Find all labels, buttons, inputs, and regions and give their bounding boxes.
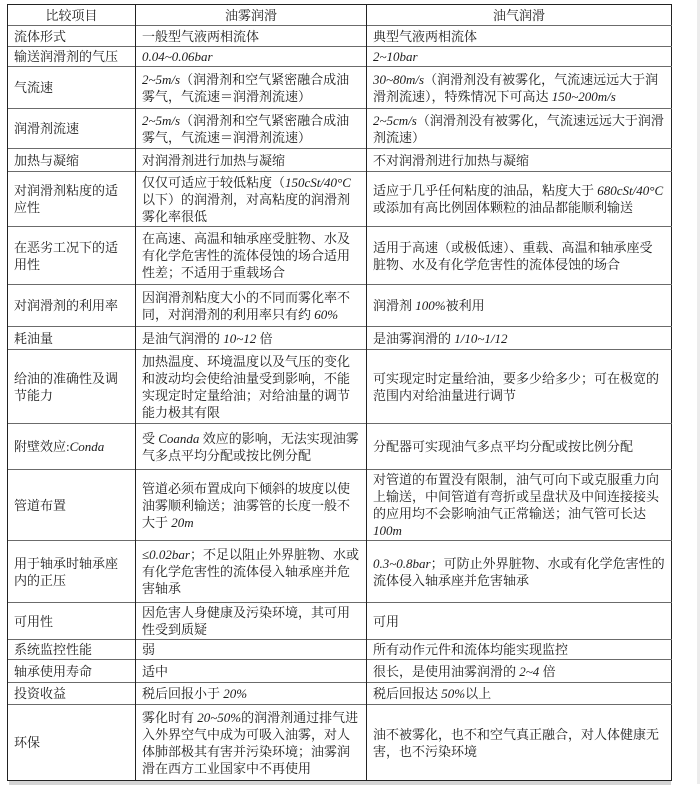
oil-mist-cell: 适中 (136, 660, 367, 683)
table-row (8, 603, 672, 640)
table-row (8, 172, 672, 227)
oil-mist-cell: 税后回报小于 20% (136, 683, 367, 705)
oil-air-cell: 可实现定时定量给油，要多少给多少；可在极宽的范围内对给油量进行调节 (367, 350, 672, 424)
table-row (8, 350, 672, 424)
oil-mist-cell: 受 Coanda 效应的影响，无法实现油雾气多点平均分配或按比例分配 (136, 424, 367, 470)
header-comparison-item: 比较项目 (8, 5, 136, 26)
row-label-cell: 加热与凝缩 (8, 149, 136, 172)
scan-shadow-bottom (9, 781, 671, 785)
row-label-cell: 流体形式 (8, 26, 136, 47)
row-label-cell: 投资收益 (8, 683, 136, 705)
table-row (8, 26, 672, 47)
header-oil-air-lubrication: 油气润滑 (367, 5, 672, 26)
oil-mist-cell: 一般型气液两相流体 (136, 26, 367, 47)
table-row (8, 285, 672, 327)
oil-mist-cell: 因润滑剂粘度大小的不同而雾化率不同，对润滑剂的利用率只有约 60% (136, 285, 367, 327)
table-row (8, 470, 672, 541)
table-row (8, 683, 672, 705)
table-header (8, 5, 672, 26)
table-body (8, 26, 672, 781)
table-row (8, 227, 672, 285)
table-row (8, 67, 672, 109)
row-label-cell: 在恶劣工况下的适用性 (8, 227, 136, 285)
row-label-cell: 可用性 (8, 603, 136, 640)
oil-mist-cell: 0.04~0.06bar (136, 47, 367, 67)
oil-mist-cell: 雾化时有 20~50%的润滑剂通过排气进入外界空气中成为可吸入油雾，对人体肺部极其有害并污染环境；油雾润滑在西方工业国家中不再使用 (136, 705, 367, 781)
table-row (8, 149, 672, 172)
oil-air-cell: 适用于高速（或极低速）、重载、高温和轴承座受脏物、水及有化学危害性的流体侵蚀的场合 (367, 227, 672, 285)
oil-air-cell: 可用 (367, 603, 672, 640)
row-label-cell: 气流速 (8, 67, 136, 109)
table-row (8, 660, 672, 683)
row-label-cell: 润滑剂流速 (8, 109, 136, 149)
oil-mist-cell: 对润滑剂进行加热与凝缩 (136, 149, 367, 172)
oil-air-cell: 不对润滑剂进行加热与凝缩 (367, 149, 672, 172)
row-label-cell: 给油的准确性及调节能力 (8, 350, 136, 424)
row-label-cell: 输送润滑剂的气压 (8, 47, 136, 67)
row-label-cell: 轴承使用寿命 (8, 660, 136, 683)
table-row (8, 705, 672, 781)
table-row (8, 47, 672, 67)
oil-air-cell: 典型气液两相流体 (367, 26, 672, 47)
table-row (8, 109, 672, 149)
oil-mist-cell: 加热温度、环境温度以及气压的变化和波动均会使给油量受到影响，不能实现定时定量给油；对给油量的调节能力极其有限 (136, 350, 367, 424)
row-label-cell: 系统监控性能 (8, 640, 136, 660)
oil-mist-cell: 在高速、高温和轴承座受脏物、水及有化学危害性的流体侵蚀的场合适用性差；不适用于重载场合 (136, 227, 367, 285)
oil-air-cell: 0.3~0.8bar；可防止外界脏物、水或有化学危害性的流体侵入轴承座并危害轴承 (367, 541, 672, 603)
table-row (8, 327, 672, 350)
row-label-cell: 耗油量 (8, 327, 136, 350)
lubrication-comparison-table (7, 4, 672, 781)
oil-air-cell: 2~5cm/s（润滑剂没有被雾化，气流速远远大于润滑剂流速） (367, 109, 672, 149)
oil-mist-cell: 2~5m/s（润滑剂和空气紧密融合成油雾气，气流速＝润滑剂流速） (136, 67, 367, 109)
oil-air-cell: 适应于几乎任何粘度的油品，粘度大于 680cSt/40°C 或添加有高比例固体颗粒的油品都能顺利输送 (367, 172, 672, 227)
oil-mist-cell: 管道必须布置成向下倾斜的坡度以使油雾顺利输送；油雾管的长度一般不大于 20m (136, 470, 367, 541)
oil-mist-cell: 是油气润滑的 10~12 倍 (136, 327, 367, 350)
oil-air-cell: 对管道的布置没有限制，油气可向下或克服重力向上输送，中间管道有弯折或呈盘状及中间连接接头的应用均不会影响油气正常输送；油气管可长达 100m (367, 470, 672, 541)
oil-air-cell: 所有动作元件和流体均能实现监控 (367, 640, 672, 660)
row-label-cell: 用于轴承时轴承座内的正压 (8, 541, 136, 603)
table-row (8, 541, 672, 603)
oil-air-cell: 润滑剂 100%被利用 (367, 285, 672, 327)
oil-mist-cell: 2~5m/s（润滑剂和空气紧密融合成油雾气，气流速＝润滑剂流速） (136, 109, 367, 149)
header-oil-mist-lubrication: 油雾润滑 (136, 5, 367, 26)
oil-mist-cell: 仅仅可适应于较低粘度（150cSt/40°C 以下）的润滑剂，对高粘度的润滑剂雾化率很低 (136, 172, 367, 227)
row-label-cell: 环保 (8, 705, 136, 781)
oil-air-cell: 很长，是使用油雾润滑的 2~4 倍 (367, 660, 672, 683)
table-row (8, 424, 672, 470)
oil-mist-cell: 弱 (136, 640, 367, 660)
oil-mist-cell: 因危害人身健康及污染环境，其可用性受到质疑 (136, 603, 367, 640)
oil-air-cell: 分配器可实现油气多点平均分配或按比例分配 (367, 424, 672, 470)
row-label-cell: 管道布置 (8, 470, 136, 541)
header-row (8, 5, 672, 26)
row-label-cell: 对润滑剂粘度的适应性 (8, 172, 136, 227)
oil-air-cell: 税后回报达 50%以上 (367, 683, 672, 705)
oil-air-cell: 油不被雾化，也不和空气真正融合，对人体健康无害，也不污染环境 (367, 705, 672, 781)
row-label-cell: 对润滑剂的利用率 (8, 285, 136, 327)
row-label-cell: 附壁效应:Conda (8, 424, 136, 470)
oil-mist-cell: ≤0.02bar；不足以阻止外界脏物、水或有化学危害性的流体侵入轴承座并危害轴承 (136, 541, 367, 603)
table-row (8, 640, 672, 660)
oil-air-cell: 是油雾润滑的 1/10~1/12 (367, 327, 672, 350)
oil-air-cell: 30~80m/s（润滑剂没有被雾化，气流速远远大于润滑剂流速），特殊情况下可高达 150~200m/s (367, 67, 672, 109)
oil-air-cell: 2~10bar (367, 47, 672, 67)
